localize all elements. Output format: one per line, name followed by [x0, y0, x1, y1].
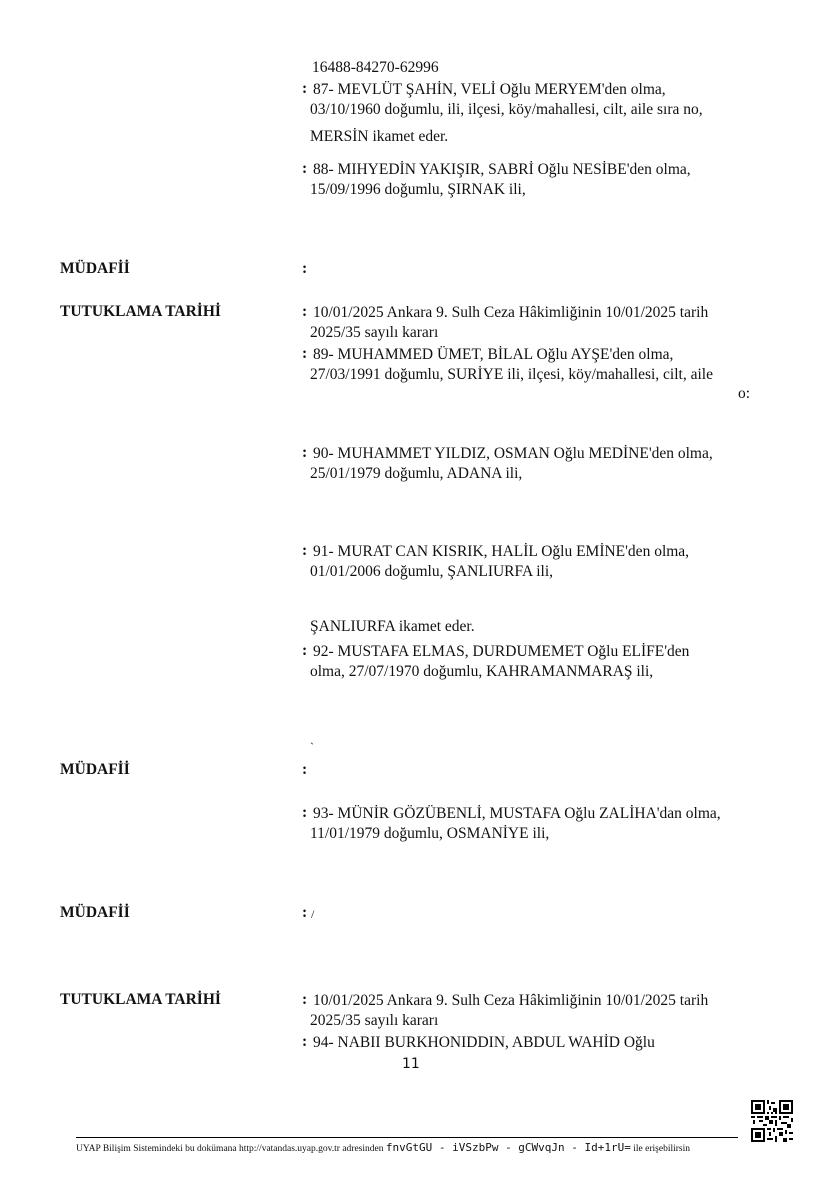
detention-line1: 10/01/2025 Ankara 9. Sulh Ceza Hâkimliğinin 10/01/2025 tarih	[313, 304, 709, 321]
colon: :	[302, 761, 308, 778]
entry-92-line2-cut	[310, 662, 654, 680]
stray-mark: `	[310, 740, 314, 754]
colon: :	[302, 904, 308, 921]
footer-prefix: UYAP Bilişim Sistemindeki bu dokümana http://vatandas.uyap.gov.tr adresinden	[76, 1144, 384, 1154]
entry-92-line1: 92- MUSTAFA ELMAS, DURDUMEMET Oğlu ELİFE'den	[313, 643, 690, 660]
entry-86-continuation: 16488-84270-62996	[312, 59, 439, 76]
detention-line1: 10/01/2025 Ankara 9. Sulh Ceza Hâkimliğinin 10/01/2025 tarih	[313, 992, 709, 1009]
entry-94-line1: 94- NABII BURKHONIDDIN, ABDUL WAHİD Oğlu	[313, 1034, 655, 1051]
mudafii-label: MÜDAFİİ	[60, 761, 130, 778]
page-number: 11	[402, 1056, 420, 1072]
tutuklama-tarihi-label: TUTUKLAMA TARİHİ	[60, 991, 221, 1008]
entry-89-line3-cut	[738, 384, 751, 402]
entry-90-line2: 25/01/1979 doğumlu, ADANA ili,	[310, 465, 523, 482]
colon: :	[302, 1033, 308, 1050]
stray-mark: /	[311, 907, 315, 921]
entry-93-line2: 11/01/1979 doğumlu, OSMANİYE ili,	[310, 825, 550, 842]
entry-93-line1: 93- MÜNİR GÖZÜBENLİ, MUSTAFA Oğlu ZALİHA'dan olma,	[313, 805, 721, 822]
colon: :	[302, 991, 308, 1008]
entry-88-line2: 15/09/1996 doğumlu, ŞIRNAK ili,	[310, 181, 526, 198]
colon: :	[302, 804, 308, 821]
entry-91-line2: 01/01/2006 doğumlu, ŞANLIURFA ili,	[310, 563, 553, 580]
detention-line2: 2025/35 sayılı kararı	[310, 1012, 439, 1029]
entry-89-line1: 89- MUHAMMED ÜMET, BİLAL Oğlu AYŞE'den olma,	[313, 346, 674, 363]
entry-87-line3-cut	[310, 128, 449, 147]
footer-code: fnvGtGU - iVSzbPw - gCWvqJn - Id+1rU=	[385, 1141, 631, 1154]
colon: :	[302, 444, 308, 461]
mudafii-label: MÜDAFİİ	[60, 260, 130, 277]
entry-92-line2: olma, 27/07/1970 doğumlu, KAHRAMANMARAŞ ili,	[310, 663, 654, 680]
entry-87-line3: MERSİN ikamet eder.	[310, 128, 449, 145]
colon: :	[302, 345, 308, 362]
entry-90-line1: 90- MUHAMMET YILDIZ, OSMAN Oğlu MEDİNE'den olma,	[313, 445, 713, 462]
qr-code-icon	[751, 1100, 793, 1142]
entry-89-line2: 27/03/1991 doğumlu, SURİYE ili, ilçesi, köy/mahallesi, cilt, aile	[310, 366, 713, 383]
entry-87-line1: 87- MEVLÜT ŞAHİN, VELİ Oğlu MERYEM'den olma,	[313, 81, 666, 98]
colon: :	[302, 260, 308, 277]
entry-90-line2-cut	[310, 464, 523, 482]
footer-suffix: ile erişebilirsin	[633, 1144, 691, 1154]
entry-88-line1: 88- MIHYEDİN YAKIŞIR, SABRİ Oğlu NESİBE'den olma,	[313, 161, 691, 178]
entry-91-line1: 91- MURAT CAN KISRIK, HALİL Oğlu EMİNE'den olma,	[313, 543, 690, 560]
detention-line2: 2025/35 sayılı kararı	[310, 324, 439, 341]
entry-88-line2-cut	[310, 180, 526, 198]
mudafii-label: MÜDAFİİ	[60, 904, 130, 921]
entry-87-line2: 03/10/1960 doğumlu, ili, ilçesi, köy/mahallesi, cilt, aile sıra no,	[310, 101, 703, 118]
footer	[76, 1141, 690, 1154]
tutuklama-tarihi-label: TUTUKLAMA TARİHİ	[60, 303, 221, 320]
entry-91-line3: ŞANLIURFA ikamet eder.	[310, 618, 475, 635]
footer-rule	[76, 1137, 738, 1138]
entry-89-line3-tail: o:	[738, 385, 751, 402]
entry-91-line3-cut	[310, 618, 475, 635]
colon: :	[302, 542, 308, 559]
colon: :	[302, 303, 308, 320]
colon: :	[302, 160, 308, 177]
colon: :	[302, 642, 308, 659]
colon: :	[302, 80, 308, 97]
